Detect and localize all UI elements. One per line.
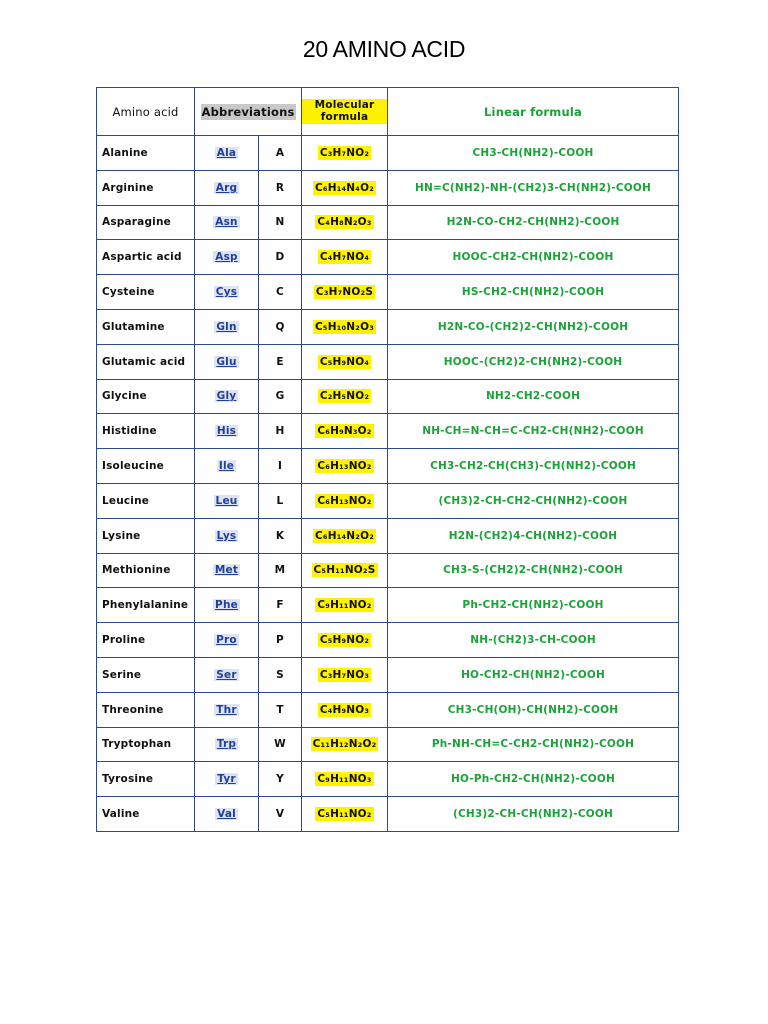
abbreviation-link[interactable]: Gly xyxy=(216,390,237,403)
abbreviation-cell xyxy=(195,205,259,240)
linear-formula-cell xyxy=(388,727,679,762)
linear-formula-cell xyxy=(388,692,679,727)
linear-formula: HO-CH2-CH(NH2)-COOH xyxy=(461,668,605,681)
molecular-formula: C₉H₁₁NO₂ xyxy=(317,599,372,612)
abbreviation-link[interactable]: Cys xyxy=(215,286,238,299)
linear-formula-cell xyxy=(388,588,679,623)
linear-formula: CH3-CH2-CH(CH3)-CH(NH2)-COOH xyxy=(430,460,636,473)
molecular-formula: C₃H₇NO₂S xyxy=(315,286,374,299)
table-row xyxy=(97,657,679,692)
one-letter-code: I xyxy=(259,449,302,484)
abbreviation-link[interactable]: Ile xyxy=(218,460,235,473)
one-letter-code: S xyxy=(259,657,302,692)
abbreviation-cell xyxy=(195,240,259,275)
abbreviation-link[interactable]: Asn xyxy=(215,216,238,229)
header-molecular-formula xyxy=(302,88,388,136)
molecular-formula: C₅H₁₁NO₂ xyxy=(317,808,372,821)
abbreviation-cell xyxy=(195,309,259,344)
molecular-formula: C₁₁H₁₂N₂O₂ xyxy=(312,738,377,751)
amino-acid-name: Tyrosine xyxy=(97,762,195,797)
linear-formula-cell xyxy=(388,414,679,449)
one-letter-code: R xyxy=(259,170,302,205)
table-row xyxy=(97,170,679,205)
molecular-formula-cell xyxy=(302,136,388,171)
amino-acid-name: Proline xyxy=(97,623,195,658)
abbreviation-cell xyxy=(195,727,259,762)
abbreviation-link[interactable]: His xyxy=(216,425,237,438)
amino-acid-name: Serine xyxy=(97,657,195,692)
linear-formula-cell xyxy=(388,170,679,205)
molecular-formula: C₉H₁₁NO₃ xyxy=(317,773,372,786)
one-letter-code: E xyxy=(259,344,302,379)
amino-acid-name: Phenylalanine xyxy=(97,588,195,623)
abbreviation-cell xyxy=(195,692,259,727)
molecular-formula: C₅H₉NO₂ xyxy=(319,634,370,647)
table-row xyxy=(97,553,679,588)
one-letter-code: Y xyxy=(259,762,302,797)
amino-acid-name: Arginine xyxy=(97,170,195,205)
abbreviation-cell xyxy=(195,797,259,832)
table-row xyxy=(97,205,679,240)
amino-acid-table xyxy=(96,87,679,832)
one-letter-code: G xyxy=(259,379,302,414)
linear-formula-cell xyxy=(388,205,679,240)
abbreviation-link[interactable]: Arg xyxy=(215,181,238,194)
molecular-formula-cell xyxy=(302,518,388,553)
linear-formula-cell xyxy=(388,553,679,588)
linear-formula-cell xyxy=(388,275,679,310)
one-letter-code: T xyxy=(259,692,302,727)
linear-formula: H2N-CO-(CH2)2-CH(NH2)-COOH xyxy=(437,320,629,333)
molecular-formula: C₄H₇NO₄ xyxy=(319,251,370,264)
one-letter-code: P xyxy=(259,623,302,658)
molecular-formula: C₅H₉NO₄ xyxy=(319,355,370,368)
table-row xyxy=(97,762,679,797)
linear-formula: HO-Ph-CH2-CH(NH2)-COOH xyxy=(451,773,616,786)
linear-formula-cell xyxy=(388,449,679,484)
linear-formula: H2N-(CH2)4-CH(NH2)-COOH xyxy=(448,529,618,542)
linear-formula-cell xyxy=(388,623,679,658)
molecular-formula-cell xyxy=(302,170,388,205)
abbreviation-link[interactable]: Leu xyxy=(215,494,238,507)
abbreviation-cell xyxy=(195,518,259,553)
molecular-formula: C₄H₉NO₃ xyxy=(319,703,370,716)
molecular-formula-cell xyxy=(302,449,388,484)
one-letter-code: V xyxy=(259,797,302,832)
amino-acid-name: Leucine xyxy=(97,483,195,518)
linear-formula: CH3-S-(CH2)2-CH(NH2)-COOH xyxy=(443,564,623,577)
amino-acid-name: Valine xyxy=(97,797,195,832)
one-letter-code: L xyxy=(259,483,302,518)
page-title: 20 AMINO ACID xyxy=(302,36,466,62)
table-row xyxy=(97,588,679,623)
molecular-formula-cell xyxy=(302,623,388,658)
abbreviation-cell xyxy=(195,657,259,692)
molecular-formula-cell xyxy=(302,414,388,449)
linear-formula-cell xyxy=(388,136,679,171)
linear-formula-cell xyxy=(388,309,679,344)
molecular-formula-cell xyxy=(302,797,388,832)
molecular-formula: C₅H₁₁NO₂S xyxy=(313,564,376,577)
molecular-formula-cell xyxy=(302,483,388,518)
abbreviation-link[interactable]: Val xyxy=(217,808,236,821)
abbreviation-cell xyxy=(195,762,259,797)
abbreviation-link[interactable]: Asp xyxy=(215,251,238,264)
one-letter-code: W xyxy=(259,727,302,762)
linear-formula: (CH3)2-CH-CH2-CH(NH2)-COOH xyxy=(438,494,628,507)
molecular-formula: C₃H₇NO₃ xyxy=(319,668,370,681)
abbreviation-link[interactable]: Thr xyxy=(216,703,237,716)
abbreviation-cell xyxy=(195,588,259,623)
abbreviation-link[interactable]: Trp xyxy=(216,738,237,751)
molecular-formula-cell xyxy=(302,344,388,379)
molecular-formula: C₆H₁₄N₄O₂ xyxy=(315,181,375,194)
one-letter-code: C xyxy=(259,275,302,310)
abbreviation-cell xyxy=(195,483,259,518)
table-row xyxy=(97,344,679,379)
amino-acid-name: Aspartic acid xyxy=(97,240,195,275)
abbreviation-link[interactable]: Lys xyxy=(216,529,237,542)
molecular-formula: C₆H₁₄N₂O₂ xyxy=(315,529,375,542)
table-row xyxy=(97,623,679,658)
abbreviation-cell xyxy=(195,553,259,588)
table-row xyxy=(97,240,679,275)
amino-acid-name: Alanine xyxy=(97,136,195,171)
linear-formula: Ph-CH2-CH(NH2)-COOH xyxy=(462,599,604,612)
table-row xyxy=(97,727,679,762)
amino-acid-name: Glutamine xyxy=(97,309,195,344)
linear-formula: NH-(CH2)3-CH-COOH xyxy=(470,634,596,647)
abbreviation-cell xyxy=(195,379,259,414)
linear-formula: NH-CH=N-CH=C-CH2-CH(NH2)-COOH xyxy=(422,425,644,438)
molecular-formula-cell xyxy=(302,588,388,623)
abbreviation-link[interactable]: Gln xyxy=(216,320,237,333)
one-letter-code: Q xyxy=(259,309,302,344)
abbreviation-cell xyxy=(195,414,259,449)
amino-acid-name: Tryptophan xyxy=(97,727,195,762)
table-row xyxy=(97,797,679,832)
linear-formula: H2N-CO-CH2-CH(NH2)-COOH xyxy=(446,216,620,229)
abbreviation-link[interactable]: Met xyxy=(214,564,239,577)
abbreviation-link[interactable]: Glu xyxy=(216,355,237,368)
molecular-formula: C₄H₈N₂O₃ xyxy=(317,216,372,229)
linear-formula: HOOC-CH2-CH(NH2)-COOH xyxy=(452,251,614,264)
amino-acid-name: Glutamic acid xyxy=(97,344,195,379)
abbreviation-cell xyxy=(195,170,259,205)
header-abbreviations-label: Abbreviations xyxy=(201,104,295,119)
molecular-formula-cell xyxy=(302,309,388,344)
molecular-formula-cell xyxy=(302,275,388,310)
abbreviation-link[interactable]: Ser xyxy=(216,668,237,681)
one-letter-code: N xyxy=(259,205,302,240)
amino-acid-name: Isoleucine xyxy=(97,449,195,484)
linear-formula: HN=C(NH2)-NH-(CH2)3-CH(NH2)-COOH xyxy=(415,181,652,194)
linear-formula: CH3-CH(NH2)-COOH xyxy=(472,146,594,159)
amino-acid-name: Asparagine xyxy=(97,205,195,240)
molecular-formula-cell xyxy=(302,379,388,414)
linear-formula-cell xyxy=(388,379,679,414)
molecular-formula-cell xyxy=(302,692,388,727)
abbreviation-cell xyxy=(195,623,259,658)
molecular-formula: C₅H₁₀N₂O₃ xyxy=(315,320,375,333)
linear-formula-cell xyxy=(388,762,679,797)
linear-formula: HS-CH2-CH(NH2)-COOH xyxy=(461,286,605,299)
molecular-formula-cell xyxy=(302,205,388,240)
table-row xyxy=(97,309,679,344)
linear-formula-cell xyxy=(388,518,679,553)
table-row xyxy=(97,483,679,518)
linear-formula-cell xyxy=(388,797,679,832)
table-row xyxy=(97,379,679,414)
one-letter-code: A xyxy=(259,136,302,171)
abbreviation-cell xyxy=(195,344,259,379)
linear-formula-cell xyxy=(388,344,679,379)
table-row xyxy=(97,518,679,553)
header-abbreviations xyxy=(195,88,302,136)
molecular-formula: C₂H₅NO₂ xyxy=(319,390,370,403)
table-row xyxy=(97,449,679,484)
one-letter-code: H xyxy=(259,414,302,449)
table-header-row xyxy=(97,88,679,136)
abbreviation-link[interactable]: Tyr xyxy=(217,773,236,786)
linear-formula-cell xyxy=(388,240,679,275)
abbreviation-cell xyxy=(195,136,259,171)
molecular-formula-cell xyxy=(302,762,388,797)
linear-formula-cell xyxy=(388,483,679,518)
linear-formula: (CH3)2-CH-CH(NH2)-COOH xyxy=(453,808,614,821)
amino-acid-name: Lysine xyxy=(97,518,195,553)
one-letter-code: K xyxy=(259,518,302,553)
header-molecular-formula-label: Molecular formula xyxy=(302,99,387,123)
linear-formula: CH3-CH(OH)-CH(NH2)-COOH xyxy=(447,703,619,716)
linear-formula: HOOC-(CH2)2-CH(NH2)-COOH xyxy=(443,355,623,368)
molecular-formula: C₆H₁₃NO₂ xyxy=(317,494,372,507)
molecular-formula: C₆H₁₃NO₂ xyxy=(317,460,372,473)
header-amino-acid: Amino acid xyxy=(97,88,195,136)
one-letter-code: M xyxy=(259,553,302,588)
abbreviation-cell xyxy=(195,275,259,310)
table-row xyxy=(97,692,679,727)
table-row xyxy=(97,136,679,171)
table-body xyxy=(97,136,679,832)
amino-acid-name: Threonine xyxy=(97,692,195,727)
linear-formula: NH2-CH2-COOH xyxy=(485,390,581,403)
linear-formula: Ph-NH-CH=C-CH2-CH(NH2)-COOH xyxy=(431,738,635,751)
abbreviation-link[interactable]: Pro xyxy=(216,634,237,647)
table-row xyxy=(97,414,679,449)
one-letter-code: D xyxy=(259,240,302,275)
molecular-formula: C₃H₇NO₂ xyxy=(319,146,370,159)
linear-formula-cell xyxy=(388,657,679,692)
amino-acid-name: Methionine xyxy=(97,553,195,588)
table-row xyxy=(97,275,679,310)
molecular-formula-cell xyxy=(302,553,388,588)
amino-acid-name: Cysteine xyxy=(97,275,195,310)
molecular-formula: C₆H₉N₃O₂ xyxy=(317,425,372,438)
header-linear-formula: Linear formula xyxy=(388,88,679,136)
one-letter-code: F xyxy=(259,588,302,623)
molecular-formula-cell xyxy=(302,727,388,762)
amino-acid-name: Glycine xyxy=(97,379,195,414)
abbreviation-cell xyxy=(195,449,259,484)
molecular-formula-cell xyxy=(302,657,388,692)
abbreviation-link[interactable]: Phe xyxy=(215,599,238,612)
amino-acid-name: Histidine xyxy=(97,414,195,449)
molecular-formula-cell xyxy=(302,240,388,275)
abbreviation-link[interactable]: Ala xyxy=(216,146,237,159)
